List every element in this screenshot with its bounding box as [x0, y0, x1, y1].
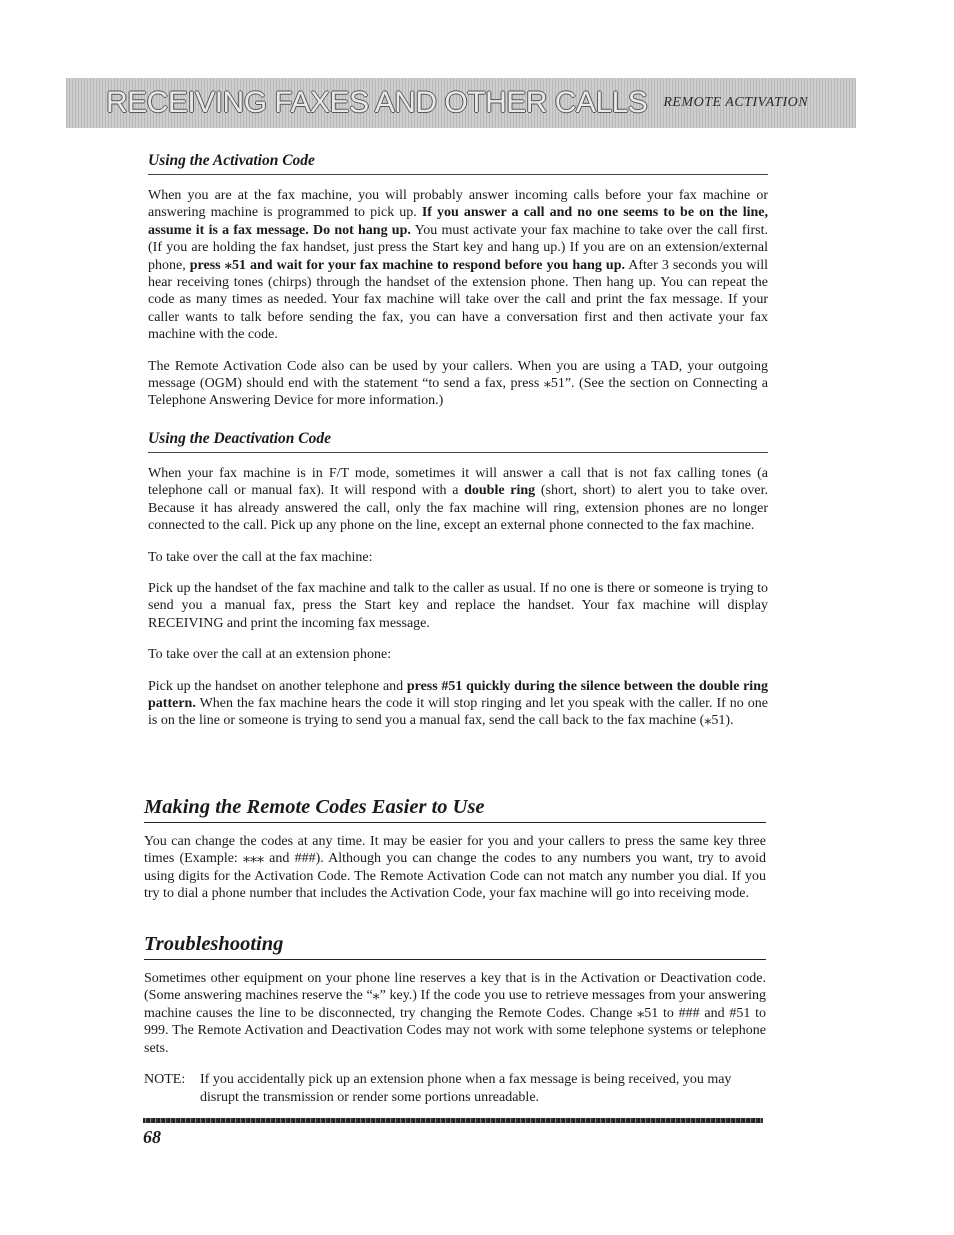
- body-text: Pick up the handset on another telephone and: [148, 678, 407, 694]
- easier-paragraph: You can change the codes at any time. It may be easier for you and your callers to press the same key three times (Example: ⁎⁎⁎ and ###). Although you can change the codes to any numbers you want, try to avoid using digits for the Activation Code. The Remote Activation Code can not match any number you dial. If you try to dial a phone number that includes the Activation Code, your fax machine will go into receiving mode.: [144, 834, 766, 902]
- section-subtitle: REMOTE ACTIVATION: [663, 95, 809, 110]
- easier-heading: Making the Remote Codes Easier to Use: [144, 796, 766, 823]
- troubleshooting-section: [144, 933, 766, 1107]
- deactivation-paragraph-1: [148, 465, 768, 535]
- emphasis-text: double ring: [464, 483, 536, 499]
- deactivation-heading: Using the Deactivation Code: [148, 430, 768, 453]
- chapter-title: RECEIVING FAXES AND OTHER CALLS: [106, 86, 648, 119]
- troubleshooting-paragraph: Sometimes other equipment on your phone line reserves a key that is in the Activation or Deactivation code. (Some answering machines reserve the “⁎” key.) If the code you use to retrieve messages from your answering machine causes the line to be disconnected, try changing the Remote Codes. Change ⁎51 to ### and #51 to 999. The Remote Activation and Deactivation Codes may not work with some telephone systems or telephone sets.: [144, 971, 766, 1056]
- deactivation-paragraph-2: To take over the call at the fax machine:: [148, 549, 373, 565]
- emphasis-text: If you answer a call and no one seems to be on the line, assume it is a fax message. Do not hang up.: [148, 205, 768, 238]
- easier-section: [144, 796, 766, 917]
- activation-heading: Using the Activation Code: [148, 152, 768, 175]
- body-text: (short, short) to alert you to take over. Because it has already answered the call, only the fax machine will ring, extension phones are no longer connected to the call. Pick up any phone on the line, except an external phone connected to the fax machine.: [148, 483, 768, 534]
- troubleshooting-heading: Troubleshooting: [144, 933, 766, 960]
- note: [144, 1071, 766, 1107]
- activation-paragraph-2: The Remote Activation Code also can be used by your callers. When you are using a TAD, your outgoing message (OGM) should end with the statement “to send a fax, press ⁎51”. (See the section on Connecting a Telephone Answering Device for more information.): [148, 358, 768, 409]
- note-text: If you accidentally pick up an extension phone when a fax message is being received, you may disrupt the transmission or render some portions unreadable.: [200, 1072, 732, 1106]
- page-number: 68: [143, 1127, 161, 1147]
- body-text: After 3 seconds you will hear receiving tones (chirps) through the handset of the extension phone. Then hang up. You can repeat the code as many times as needed. Your fax machine will take over the call and print the fax message. If your caller wants to talk before sending the fax, you can have a conversation first and then activate your fax machine with the code.: [148, 257, 768, 343]
- body-text: When the fax machine hears the code it will stop ringing and let you speak with the caller. If no one is on the line or someone is trying to send you a manual fax, send the call back to the fax machine (⁎51).: [148, 695, 768, 729]
- deactivation-paragraph-4: To take over the call at an extension phone:: [148, 647, 392, 663]
- deactivation-paragraph-5: [148, 678, 768, 730]
- note-label: NOTE:: [144, 1072, 186, 1088]
- emphasis-text: press ⁎51 and wait for your fax machine to respond before you hang up.: [189, 257, 625, 273]
- activation-paragraph-1: [148, 187, 768, 344]
- body-text: You must activate your fax machine to take over the call first. (If you are holding the fax handset, just press the Start key and hang up.) If you are on an extension/external phone,: [148, 222, 768, 273]
- emphasis-text: press #51 quickly during the silence between the double ring pattern.: [148, 678, 768, 711]
- deactivation-paragraph-3: Pick up the handset of the fax machine and talk to the caller as usual. If no one is there or someone is trying to send you a manual fax, press the Start key and replace the handset. Your fax machine will display RECEIVING and print the incoming fax message.: [148, 580, 768, 631]
- activation-section: [148, 152, 768, 744]
- footer-rule: [143, 1118, 763, 1123]
- header-banner: [66, 78, 856, 128]
- body-text: When you are at the fax machine, you will probably answer incoming calls before your fax machine or answering machine is programmed to pick up.: [148, 188, 768, 221]
- body-text: When your fax machine is in F/T mode, sometimes it will answer a call that is not fax calling tones (a telephone call or manual fax). It will respond with a: [148, 465, 768, 499]
